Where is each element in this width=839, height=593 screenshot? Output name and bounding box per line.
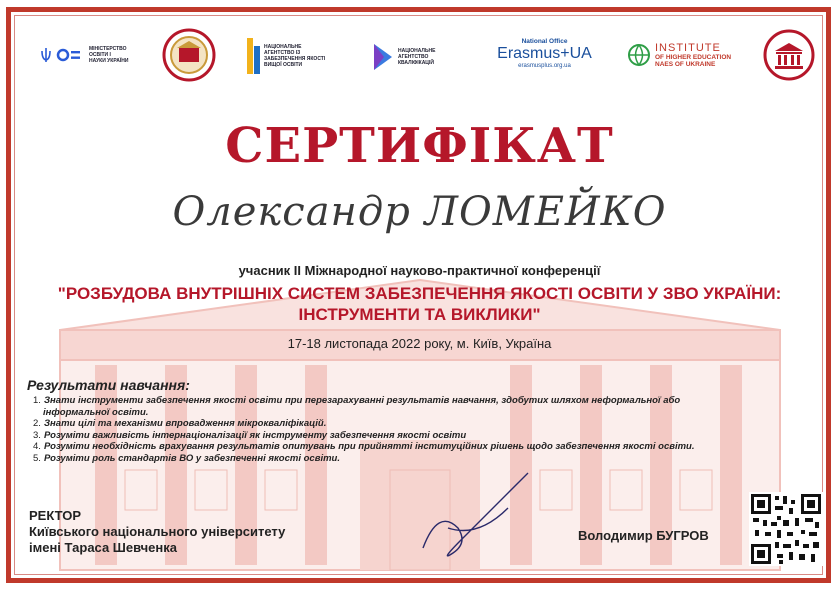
certificate-title: СЕРТИФІКАТ [225, 118, 614, 174]
participant-line: учасник ІІ Міжнародної науково-практичної конференції [238, 263, 601, 278]
rector-university: Київського національного університету [29, 524, 286, 539]
list-item: інформальної освіти. [43, 406, 149, 418]
mon-mark-icon [56, 48, 86, 62]
ministry-name: МІНІСТЕРСТВО ОСВІТИ І НАУКИ УКРАЇНИ [89, 46, 129, 64]
conference-title-line2: ІНСТРУМЕНТИ ТА ВИКЛИКИ" [298, 305, 541, 324]
list-item: 2. Знати цілі та механізми впровадження мікрокваліфікацій. [33, 418, 327, 429]
institute-line1: INSTITUTE [655, 42, 721, 54]
rector-block [29, 508, 285, 556]
naqa-mark-icon [247, 38, 261, 74]
list-item: 5. Розуміти роль стандартів ВО у забезпеченні якості освіти. [33, 452, 340, 464]
list-item: 3. Розуміти важливість інтернаціоналізації як інструменту забезпечення якості освіти [33, 429, 467, 441]
conference-title-line1: "РОЗБУДОВА ВНУТРІШНІХ СИСТЕМ ЗАБЕЗПЕЧЕННЯ ЯКОСТІ ОСВІТИ У ЗВО УКРАЇНИ: [57, 284, 782, 303]
globe-icon [627, 43, 651, 67]
trident-icon [40, 47, 52, 63]
signature-mark [408, 468, 558, 568]
results-heading: Результати навчання: [27, 377, 190, 393]
naqa-name: НАЦІОНАЛЬНЕ АГЕНТСТВО ІЗ ЗАБЕЗПЕЧЕННЯ ЯКОСТІ ВИЩОЇ ОСВІТИ [264, 44, 326, 68]
qr-code [749, 492, 823, 566]
list-item: 4. Розуміти необхідність врахування результатів опитувань при прийнятті інституційних рішень щодо забезпечення якості освіти. [33, 441, 695, 452]
erasmus-brand: Erasmus+UA [497, 45, 592, 62]
institute-line3: NAES OF UKRAINE [655, 61, 716, 68]
logo-row [0, 28, 839, 88]
institute-logo [627, 42, 732, 68]
recipient-name: Олександр ЛОМЕЙКО [172, 189, 667, 235]
conference-title [30, 283, 809, 325]
erasmus-url: erasmusplus.org.ua [518, 63, 571, 69]
nqa-name: НАЦІОНАЛЬНЕ АГЕНТСТВО КВАЛІФІКАЦІЙ [398, 48, 436, 66]
university-building-emblem-icon [763, 29, 815, 81]
rector-title: РЕКТОР [29, 508, 81, 523]
naqa-logo [247, 38, 327, 74]
results-list [33, 395, 813, 464]
erasmus-logo [497, 38, 592, 69]
erasmus-office-label: National Office [521, 38, 568, 45]
nqa-mark-icon [372, 42, 394, 72]
conference-date: 17-18 листопада 2022 року, м. Київ, Україна [287, 336, 552, 351]
signer-name: Володимир БУГРОВ [578, 528, 709, 543]
rector-university-name: імені Тараса Шевченка [29, 540, 177, 555]
ministry-logo [40, 46, 135, 64]
kyiv-university-emblem-icon [162, 28, 216, 82]
nqa-logo [372, 42, 452, 72]
list-item: 1. Знати інструменти забезпечення якості освіти при перезарахуванні результатів навчання, здобутих шляхом неформальної або [33, 395, 681, 406]
institute-line2: OF HIGHER EDUCATION [655, 54, 732, 61]
